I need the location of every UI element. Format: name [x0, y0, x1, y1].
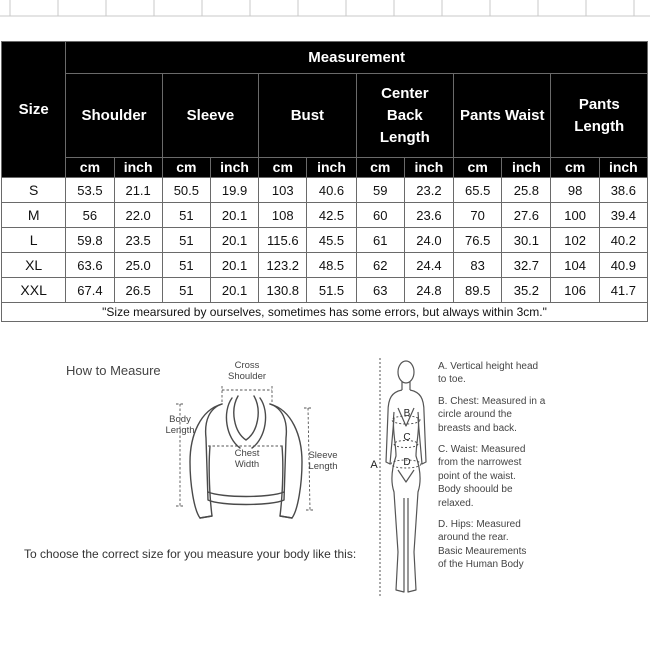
label-a: A: [370, 459, 378, 471]
value-cell: 62: [356, 253, 404, 278]
value-cell: 51.5: [307, 278, 356, 303]
table-row: [2, 203, 648, 228]
unit-header-cm: cm: [551, 158, 599, 178]
value-cell: 63: [356, 278, 404, 303]
unit-header-inch: inch: [210, 158, 258, 178]
value-cell: 20.1: [210, 228, 258, 253]
label-b: B: [403, 408, 411, 419]
size-header: Size: [2, 42, 66, 178]
value-cell: 38.6: [599, 178, 647, 203]
how-to-measure-guide: [0, 340, 650, 650]
value-cell: 106: [551, 278, 599, 303]
value-cell: 59: [356, 178, 404, 203]
note-c-waist: C. Waist: Measured from the narrowest point of the waist. Body shoould be relaxed.: [438, 444, 526, 509]
value-cell: 23.5: [114, 228, 162, 253]
value-cell: 51: [162, 253, 210, 278]
value-cell: 42.5: [307, 203, 356, 228]
value-cell: 24.4: [404, 253, 453, 278]
value-cell: 89.5: [454, 278, 502, 303]
value-cell: 20.1: [210, 253, 258, 278]
column-header-shoulder: Shoulder: [66, 74, 162, 158]
value-cell: 30.1: [502, 228, 551, 253]
unit-header-cm: cm: [356, 158, 404, 178]
value-cell: 51: [162, 203, 210, 228]
value-cell: 65.5: [454, 178, 502, 203]
value-cell: 115.6: [259, 228, 307, 253]
size-cell: L: [2, 228, 66, 253]
value-cell: 50.5: [162, 178, 210, 203]
value-cell: 26.5: [114, 278, 162, 303]
body-measurement-figure: [368, 352, 438, 612]
value-cell: 56: [66, 203, 114, 228]
table-row: [2, 278, 648, 303]
size-chart-table: [1, 41, 648, 322]
value-cell: 53.5: [66, 178, 114, 203]
unit-header-cm: cm: [162, 158, 210, 178]
value-cell: 19.9: [210, 178, 258, 203]
unit-header-cm: cm: [259, 158, 307, 178]
value-cell: 45.5: [307, 228, 356, 253]
value-cell: 24.8: [404, 278, 453, 303]
value-cell: 40.6: [307, 178, 356, 203]
sleeve-length-label: Sleeve Length: [308, 450, 338, 472]
size-cell: XL: [2, 253, 66, 278]
value-cell: 63.6: [66, 253, 114, 278]
value-cell: 40.9: [599, 253, 647, 278]
value-cell: 25.0: [114, 253, 162, 278]
value-cell: 123.2: [259, 253, 307, 278]
value-cell: 51: [162, 278, 210, 303]
unit-header-inch: inch: [502, 158, 551, 178]
column-header-pants-length: Pants Length: [551, 74, 648, 158]
measurement-note: "Size mearsured by ourselves, sometimes has some errors, but always within 3cm.": [2, 303, 648, 322]
value-cell: 103: [259, 178, 307, 203]
unit-header-inch: inch: [307, 158, 356, 178]
unit-header-cm: cm: [454, 158, 502, 178]
unit-header-inch: inch: [404, 158, 453, 178]
value-cell: 104: [551, 253, 599, 278]
table-row: [2, 228, 648, 253]
value-cell: 98: [551, 178, 599, 203]
value-cell: 130.8: [259, 278, 307, 303]
column-header-bust: Bust: [259, 74, 356, 158]
value-cell: 102: [551, 228, 599, 253]
value-cell: 108: [259, 203, 307, 228]
column-header-pants-waist: Pants Waist: [454, 74, 551, 158]
column-header-center-back-length: Center Back Length: [356, 74, 453, 158]
value-cell: 21.1: [114, 178, 162, 203]
how-to-measure-title: How to Measure: [66, 363, 161, 378]
table-row: [2, 178, 648, 203]
unit-header-inch: inch: [114, 158, 162, 178]
column-header-sleeve: Sleeve: [162, 74, 258, 158]
cross-shoulder-label: Cross Shoulder: [227, 360, 267, 382]
value-cell: 22.0: [114, 203, 162, 228]
note-b-chest: B. Chest: Measured in a circle around the breasts and back.: [438, 395, 546, 434]
value-cell: 76.5: [454, 228, 502, 253]
value-cell: 70: [454, 203, 502, 228]
value-cell: 67.4: [66, 278, 114, 303]
value-cell: 35.2: [502, 278, 551, 303]
value-cell: 39.4: [599, 203, 647, 228]
measurement-notes: [438, 360, 568, 580]
value-cell: 24.0: [404, 228, 453, 253]
value-cell: 41.7: [599, 278, 647, 303]
value-cell: 23.2: [404, 178, 453, 203]
top-border-strip: [0, 0, 650, 22]
choose-size-instruction: To choose the correct size for you measure your body like this:: [24, 547, 357, 561]
jacket-measurement-illustration: [160, 350, 350, 530]
size-cell: XXL: [2, 278, 66, 303]
value-cell: 40.2: [599, 228, 647, 253]
value-cell: 25.8: [502, 178, 551, 203]
size-cell: M: [2, 203, 66, 228]
body-length-label: Body Length: [165, 414, 195, 436]
value-cell: 27.6: [502, 203, 551, 228]
value-cell: 20.1: [210, 278, 258, 303]
value-cell: 48.5: [307, 253, 356, 278]
measurement-header: Measurement: [66, 42, 648, 74]
unit-header-cm: cm: [66, 158, 114, 178]
value-cell: 32.7: [502, 253, 551, 278]
label-c: C: [403, 432, 411, 443]
value-cell: 60: [356, 203, 404, 228]
table-row: [2, 253, 648, 278]
value-cell: 83: [454, 253, 502, 278]
note-d-hips: D. Hips: Measured around the rear. Basic Meaurements of the Human Body: [438, 519, 527, 571]
label-d: D: [403, 457, 411, 468]
value-cell: 61: [356, 228, 404, 253]
value-cell: 51: [162, 228, 210, 253]
size-cell: S: [2, 178, 66, 203]
unit-header-inch: inch: [599, 158, 647, 178]
note-a-height: A. Vertical height head to toe.: [438, 361, 539, 386]
value-cell: 20.1: [210, 203, 258, 228]
value-cell: 59.8: [66, 228, 114, 253]
chest-width-label: Chest Width: [234, 448, 260, 470]
human-body-icon: [368, 352, 438, 612]
value-cell: 23.6: [404, 203, 453, 228]
value-cell: 100: [551, 203, 599, 228]
